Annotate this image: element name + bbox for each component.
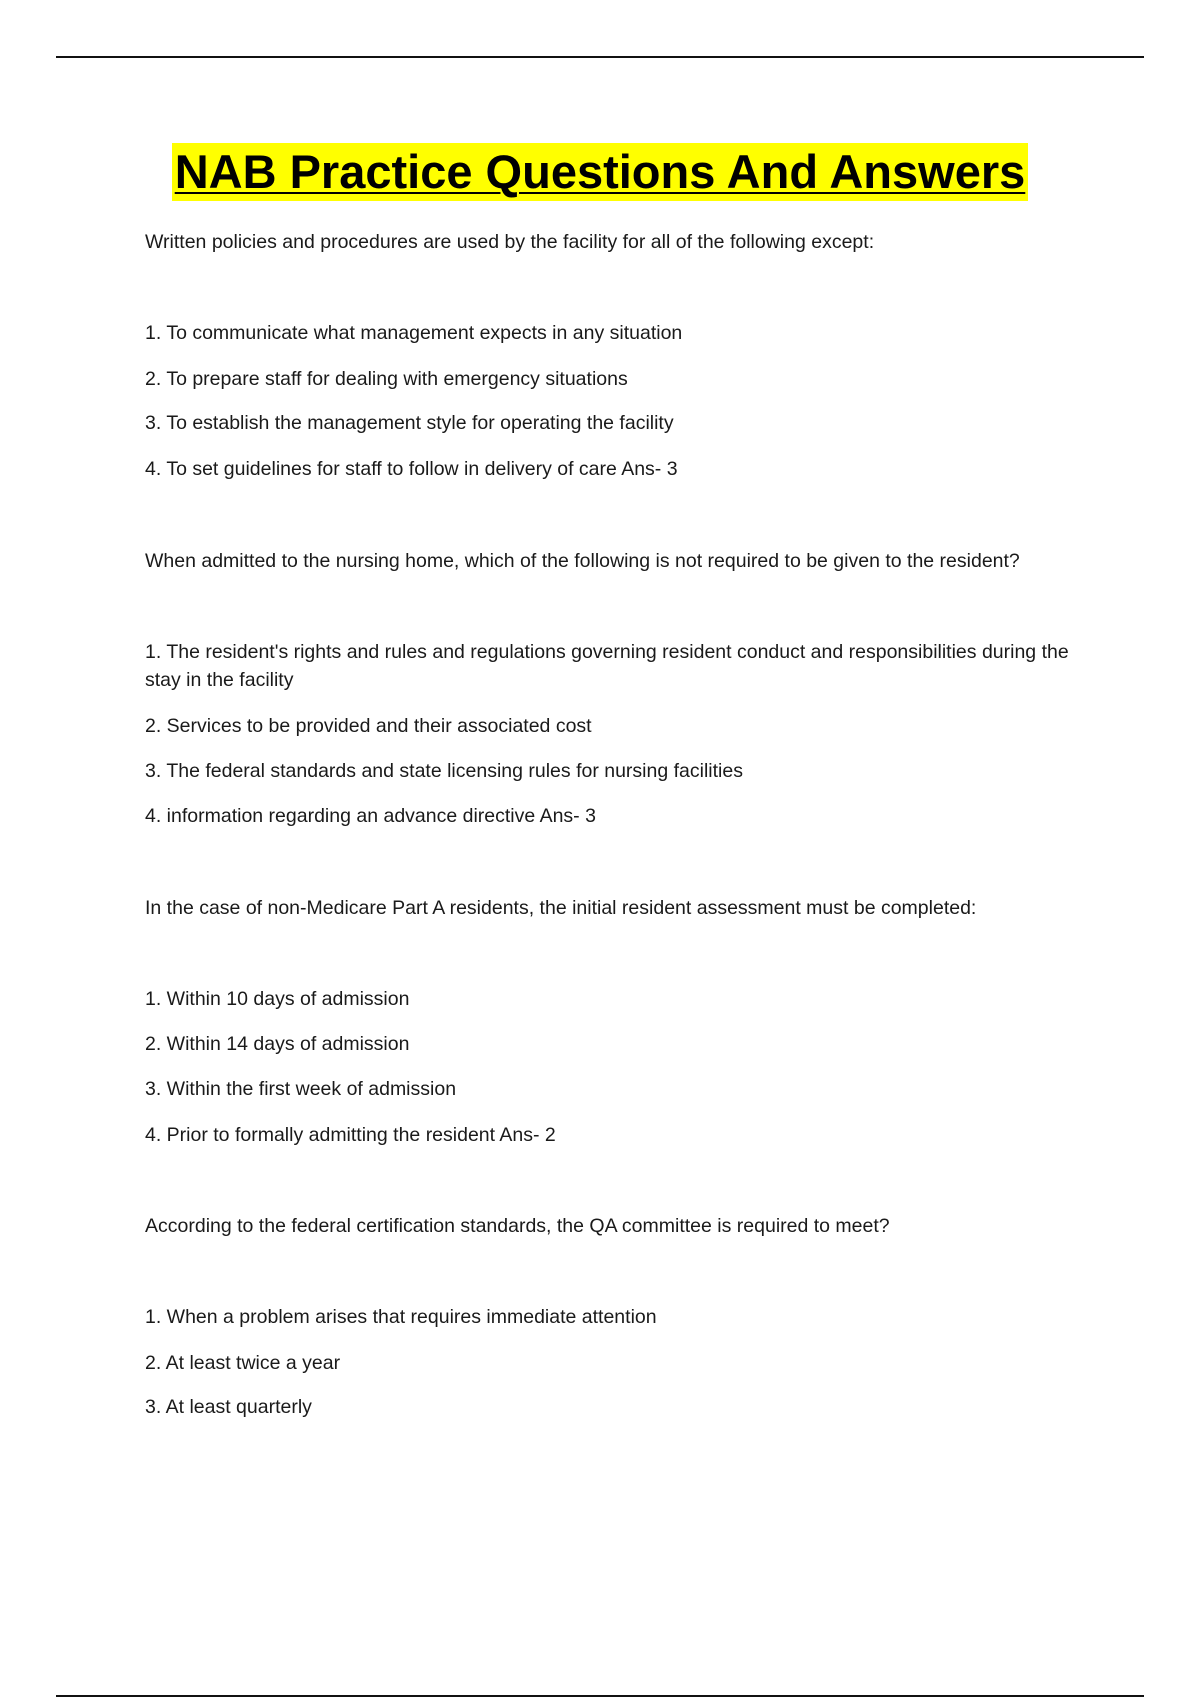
question-2-option-2: 2. Services to be provided and their associated cost [145,715,592,737]
question-4-prompt: According to the federal certification standards, the QA committee is required to meet? [145,1215,890,1237]
bottom-rule [56,1695,1144,1697]
question-2-option-3: 3. The federal standards and state licensing rules for nursing facilities [145,760,743,782]
question-3-option-1: 1. Within 10 days of admission [145,988,410,1010]
question-1-option-2: 2. To prepare staff for dealing with emergency situations [145,368,628,390]
question-2-option-4: 4. information regarding an advance directive Ans- 3 [145,805,596,827]
question-1-option-1: 1. To communicate what management expects in any situation [145,322,683,344]
question-3-prompt: In the case of non-Medicare Part A residents, the initial resident assessment must be completed: [145,897,977,919]
page-title: NAB Practice Questions And Answers [172,143,1029,201]
question-1-option-3: 3. To establish the management style for operating the facility [145,412,674,434]
question-1-option-4: 4. To set guidelines for staff to follow in delivery of care Ans- 3 [145,458,678,480]
question-3-option-4: 4. Prior to formally admitting the resident Ans- 2 [145,1124,556,1146]
question-1-prompt: Written policies and procedures are used by the facility for all of the following except: [145,231,875,253]
question-4-option-1: 1. When a problem arises that requires immediate attention [145,1306,657,1328]
question-2-prompt: When admitted to the nursing home, which of the following is not required to be given to the resident? [145,550,1020,572]
question-3-option-3: 3. Within the first week of admission [145,1078,457,1100]
question-3-option-2: 2. Within 14 days of admission [145,1033,410,1055]
question-2-option-1: 1. The resident's rights and rules and regulations governing resident conduct and responsibilities during the stay in the facility [145,641,1069,691]
question-4-option-3: 3. At least quarterly [145,1396,312,1418]
question-4-option-2: 2. At least twice a year [145,1352,341,1374]
